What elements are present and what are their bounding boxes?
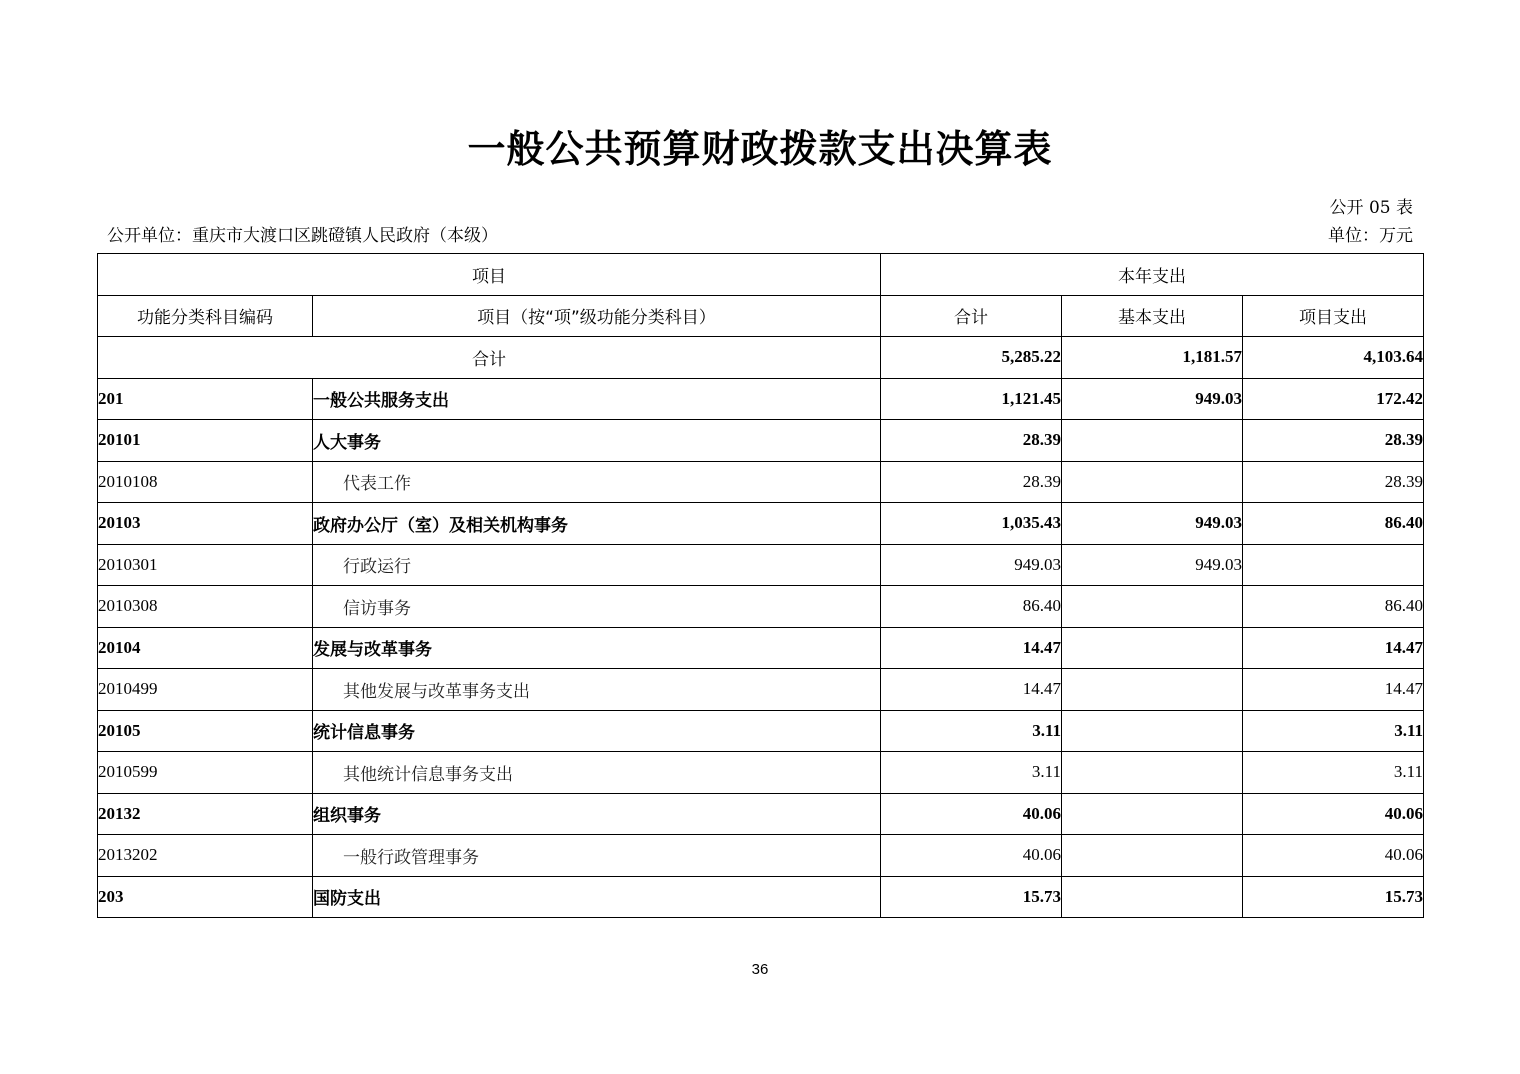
- table-row: [98, 752, 1424, 794]
- row-code: 2010301: [98, 544, 313, 586]
- row-total: 1,121.45: [881, 378, 1062, 420]
- total-label: 合计: [98, 337, 881, 379]
- header-project: 项目: [98, 254, 881, 296]
- row-program: 3.11: [1243, 710, 1424, 752]
- row-program: 40.06: [1243, 793, 1424, 835]
- row-item-name: 信访事务: [313, 586, 881, 628]
- row-code: 2010499: [98, 669, 313, 711]
- header-row-top: [98, 254, 1424, 296]
- row-code: 20104: [98, 627, 313, 669]
- row-basic: [1062, 793, 1243, 835]
- header-current-year: 本年支出: [881, 254, 1424, 296]
- table-row: [98, 503, 1424, 545]
- row-total: 3.11: [881, 710, 1062, 752]
- table-row: [98, 793, 1424, 835]
- row-total: 86.40: [881, 586, 1062, 628]
- row-total: 14.47: [881, 627, 1062, 669]
- row-item-name: 其他统计信息事务支出: [313, 752, 881, 794]
- row-program: 40.06: [1243, 835, 1424, 877]
- row-item-name: 一般行政管理事务: [313, 835, 881, 877]
- expenditure-table: [97, 253, 1424, 918]
- row-basic: [1062, 876, 1243, 918]
- row-item-name: 发展与改革事务: [313, 627, 881, 669]
- header-row-columns: [98, 295, 1424, 337]
- row-basic: [1062, 627, 1243, 669]
- total-row: [98, 337, 1424, 379]
- row-code: 201: [98, 378, 313, 420]
- row-code: 2010308: [98, 586, 313, 628]
- page-title: 一般公共预算财政拨款支出决算表: [467, 127, 1053, 171]
- reporting-unit: 公开单位：重庆市大渡口区跳磴镇人民政府（本级）: [107, 226, 498, 246]
- row-total: 1,035.43: [881, 503, 1062, 545]
- row-program: 28.39: [1243, 420, 1424, 462]
- row-code: 2010108: [98, 461, 313, 503]
- row-basic: 949.03: [1062, 503, 1243, 545]
- form-number: 公开 05 表: [1329, 198, 1413, 218]
- row-basic: [1062, 586, 1243, 628]
- row-item-name: 一般公共服务支出: [313, 378, 881, 420]
- row-total: 15.73: [881, 876, 1062, 918]
- table-row: [98, 461, 1424, 503]
- total-amount: 5,285.22: [881, 337, 1062, 379]
- total-basic: 1,181.57: [1062, 337, 1243, 379]
- table-row: [98, 669, 1424, 711]
- row-item-name: 统计信息事务: [313, 710, 881, 752]
- row-item-name: 行政运行: [313, 544, 881, 586]
- header-code: 功能分类科目编码: [98, 295, 313, 337]
- row-item-name: 国防支出: [313, 876, 881, 918]
- row-code: 203: [98, 876, 313, 918]
- table-row: [98, 420, 1424, 462]
- header-basic: 基本支出: [1062, 295, 1243, 337]
- page-number: 36: [751, 961, 769, 978]
- row-total: 3.11: [881, 752, 1062, 794]
- header-item: 项目（按“项”级功能分类科目）: [313, 295, 881, 337]
- row-program: 86.40: [1243, 503, 1424, 545]
- header-total: 合计: [881, 295, 1062, 337]
- table-row: [98, 835, 1424, 877]
- row-program: 172.42: [1243, 378, 1424, 420]
- row-basic: [1062, 710, 1243, 752]
- row-code: 20101: [98, 420, 313, 462]
- row-total: 28.39: [881, 461, 1062, 503]
- row-program: 3.11: [1243, 752, 1424, 794]
- table-row: [98, 586, 1424, 628]
- row-basic: [1062, 835, 1243, 877]
- row-item-name: 组织事务: [313, 793, 881, 835]
- total-program: 4,103.64: [1243, 337, 1424, 379]
- table-row: [98, 627, 1424, 669]
- row-total: 14.47: [881, 669, 1062, 711]
- row-basic: [1062, 461, 1243, 503]
- header-program: 项目支出: [1243, 295, 1424, 337]
- row-item-name: 人大事务: [313, 420, 881, 462]
- row-program: 15.73: [1243, 876, 1424, 918]
- row-program: 14.47: [1243, 669, 1424, 711]
- row-item-name: 其他发展与改革事务支出: [313, 669, 881, 711]
- row-code: 20105: [98, 710, 313, 752]
- row-code: 2010599: [98, 752, 313, 794]
- row-total: 40.06: [881, 835, 1062, 877]
- row-item-name: 政府办公厅（室）及相关机构事务: [313, 503, 881, 545]
- table-row: [98, 544, 1424, 586]
- row-basic: 949.03: [1062, 378, 1243, 420]
- row-total: 28.39: [881, 420, 1062, 462]
- table-row: [98, 876, 1424, 918]
- table-row: [98, 378, 1424, 420]
- row-program: [1243, 544, 1424, 586]
- table-row: [98, 710, 1424, 752]
- row-item-name: 代表工作: [313, 461, 881, 503]
- row-code: 20132: [98, 793, 313, 835]
- row-program: 86.40: [1243, 586, 1424, 628]
- row-basic: 949.03: [1062, 544, 1243, 586]
- row-program: 28.39: [1243, 461, 1424, 503]
- row-code: 2013202: [98, 835, 313, 877]
- currency-unit: 单位：万元: [1328, 226, 1413, 246]
- row-basic: [1062, 752, 1243, 794]
- row-code: 20103: [98, 503, 313, 545]
- row-total: 40.06: [881, 793, 1062, 835]
- row-basic: [1062, 420, 1243, 462]
- row-basic: [1062, 669, 1243, 711]
- row-program: 14.47: [1243, 627, 1424, 669]
- row-total: 949.03: [881, 544, 1062, 586]
